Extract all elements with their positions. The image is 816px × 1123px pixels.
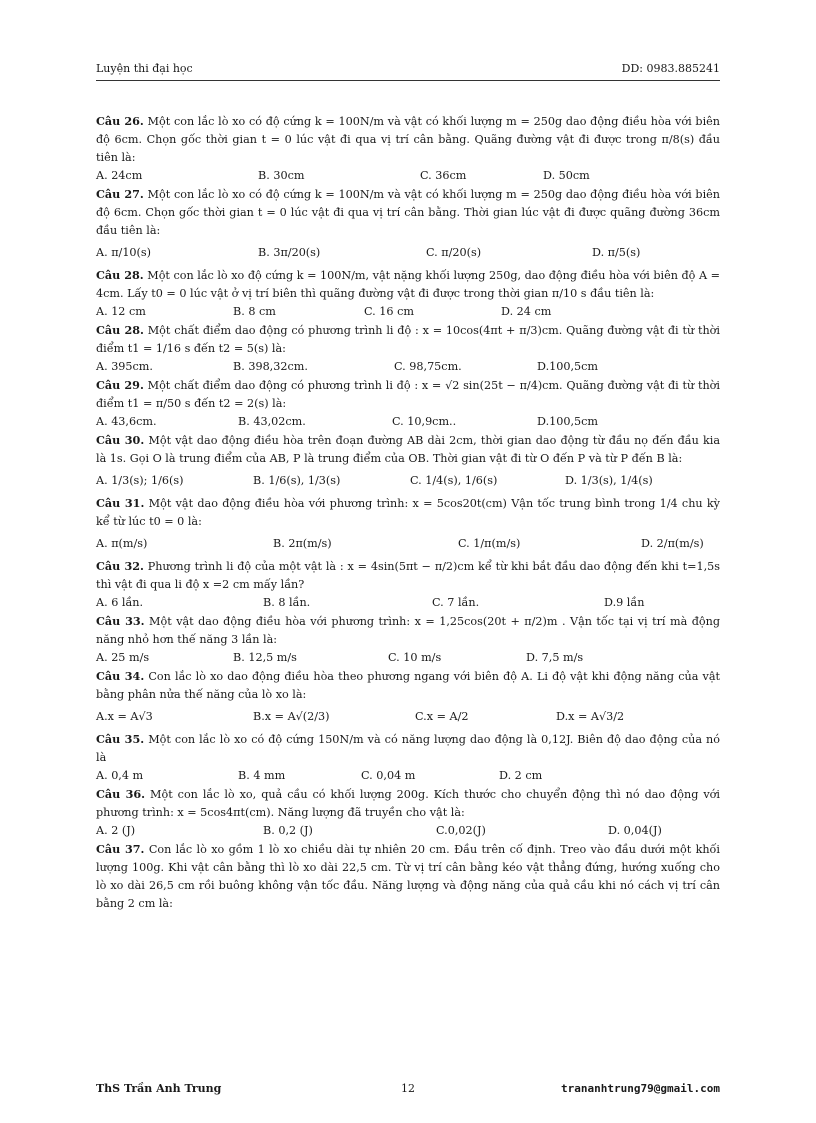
question-text — [96, 376, 720, 413]
answer-option: D. 7,5 m/s — [526, 651, 584, 664]
answer-option: C. 7 lần. — [432, 596, 480, 609]
question-label: Câu 28. — [96, 323, 144, 337]
question-text — [96, 494, 720, 531]
header-right: DD: 0983.885241 — [621, 62, 720, 75]
question-text — [96, 112, 720, 167]
question-text — [96, 557, 720, 594]
answer-option: C.0,02(J) — [436, 824, 486, 837]
answer-option: A. π/10(s) — [96, 246, 152, 259]
question-body: Một con lắc lò xo có độ cứng 150N/m và có năng lượng dao động là 0,12J. Biên độ dao động của nó là — [96, 733, 720, 764]
answer-option: D.100,5cm — [537, 360, 599, 373]
answer-row — [96, 649, 720, 667]
answer-row — [96, 240, 720, 266]
question-text — [96, 730, 720, 767]
answer-option: C. 0,04 m — [361, 769, 416, 782]
answer-row — [96, 822, 720, 840]
answer-option: D. π/5(s) — [592, 246, 641, 259]
answer-option: A. 0,4 m — [96, 769, 144, 782]
answer-option: C. 10 m/s — [388, 651, 442, 664]
answer-option: D. 2/π(m/s) — [641, 537, 704, 550]
question-label: Câu 26. — [96, 114, 144, 128]
question-body: Một vật dao động điều hòa với phương trình: x = 1,25cos(20t + π/2)m . Vận tốc tại vị trí mà động năng nhỏ hơn thế năng 3 lần là: — [96, 615, 720, 646]
question-body: Một vật dao động điều hòa trên đoạn đường AB dài 2cm, thời gian dao động từ đầu nọ đến đầu kia là 1s. Gọi O là trung điểm của AB, P là trung điểm của OB. Thời gian vật đi từ O đến P và từ P đến B là: — [96, 434, 720, 465]
answer-option: C. π/20(s) — [426, 246, 482, 259]
question-text — [96, 840, 720, 913]
question-text — [96, 667, 720, 704]
answer-option: C. 36cm — [420, 169, 467, 182]
answer-option: B. 43,02cm. — [238, 415, 306, 428]
question-label: Câu 37. — [96, 842, 145, 856]
answer-option: A. 24cm — [96, 169, 143, 182]
answer-option: B. 30cm — [258, 169, 305, 182]
question-label: Câu 33. — [96, 614, 145, 628]
header-left: Luyện thi đại học — [96, 62, 193, 75]
question-label: Câu 32. — [96, 559, 144, 573]
answer-option: C.x = A/2 — [415, 710, 469, 723]
answer-option: C. 1/π(m/s) — [458, 537, 521, 550]
question-body: Một con lắc lò xo độ cứng k = 100N/m, vật nặng khối lượng 250g, dao động điều hòa với biên độ A = 4cm. Lấy t0 = 0 lúc vật ở vị trí biên thì quãng đường vật đi được trong thời gian π/10 s đầu tiên là: — [96, 269, 720, 300]
answer-option: A. 6 lần. — [96, 596, 144, 609]
answer-option: D. 24 cm — [501, 305, 552, 318]
answer-option: C. 10,9cm.. — [392, 415, 457, 428]
question-body: Con lắc lò xo gồm 1 lò xo chiều dài tự nhiên 20 cm. Đầu trên cố định. Treo vào đầu dưới một khối lượng 100g. Khi vật cân bằng thì lò xo dài 22,5 cm. Từ vị trí cân bằng kéo vật thẳng đứng, hướng xuống cho lò xo dài 26,5 cm rồi buông không vận tốc đầu. Năng lượng và động năng của quả cầu khi nó cách vị trí cân bằng 2 cm là: — [96, 843, 720, 910]
answer-option: B. 8 cm — [233, 305, 276, 318]
answer-option: D.9 lần — [604, 596, 645, 609]
answer-row — [96, 167, 720, 185]
question-label: Câu 31. — [96, 496, 145, 510]
question-label: Câu 36. — [96, 787, 146, 801]
question-body: Một con lắc lò xo có độ cứng k = 100N/m và vật có khối lượng m = 250g dao động điều hòa với biên độ 6cm. Chọn gốc thời gian t = 0 lúc vật đi qua vị trí cân bằng. Thời gian lúc vật đi được quãng đường 36cm đầu tiên là: — [96, 188, 720, 237]
page-number: 12 — [401, 1082, 415, 1095]
answer-option: A. 25 m/s — [96, 651, 150, 664]
answer-option: B. 12,5 m/s — [233, 651, 297, 664]
footer-author: ThS Trần Anh Trung — [96, 1082, 222, 1095]
answer-row — [96, 594, 720, 612]
answer-option: C. 98,75cm. — [394, 360, 462, 373]
answer-option: D. 2 cm — [499, 769, 543, 782]
question-text — [96, 612, 720, 649]
answer-option: A. 395cm. — [96, 360, 153, 373]
answer-option: D. 50cm — [543, 169, 590, 182]
answer-option: D.x = A√3/2 — [556, 710, 625, 723]
question-body: Một con lắc lò xo có độ cứng k = 100N/m và vật có khối lượng m = 250g dao động điều hòa với biên độ 6cm. Chọn gốc thời gian t = 0 lúc vật đi qua vị trí cân bằng. Quãng đường vật đi được trong π/8(s) đầu tiên là: — [96, 115, 720, 164]
answer-option: D.100,5cm — [537, 415, 599, 428]
question-list — [96, 112, 720, 913]
answer-option: C. 16 cm — [364, 305, 414, 318]
answer-option: B. 4 mm — [238, 769, 286, 782]
answer-option: A. 43,6cm. — [96, 415, 157, 428]
question-body: Phương trình li độ của một vật là : x = 4sin(5πt − π/2)cm kể từ khi bắt đầu dao động đến khi t=1,5s thì vật đi qua li độ x =2 cm mấy lần? — [96, 560, 720, 591]
answer-row — [96, 358, 720, 376]
answer-option: A. 2 (J) — [96, 824, 136, 837]
answer-row — [96, 303, 720, 321]
question-text — [96, 185, 720, 240]
page-header — [96, 62, 720, 81]
answer-row — [96, 413, 720, 431]
answer-option: D. 0,04(J) — [608, 824, 662, 837]
answer-option: B. 8 lần. — [263, 596, 311, 609]
question-text — [96, 431, 720, 468]
question-label: Câu 28. — [96, 268, 144, 282]
answer-option: B. 3π/20(s) — [258, 246, 321, 259]
question-label: Câu 29. — [96, 378, 144, 392]
question-body: Một chất điểm dao động có phương trình li độ : x = 10cos(4πt + π/3)cm. Quãng đường vật đi từ thời điểm t1 = 1/16 s đến t2 = 5(s) là: — [96, 324, 720, 355]
question-text — [96, 266, 720, 303]
answer-option: D. 1/3(s), 1/4(s) — [565, 474, 653, 487]
answer-option: A. 1/3(s); 1/6(s) — [96, 474, 184, 487]
answer-option: A. π(m/s) — [96, 537, 148, 550]
answer-row — [96, 468, 720, 494]
question-label: Câu 34. — [96, 669, 145, 683]
answer-row — [96, 531, 720, 557]
question-label: Câu 27. — [96, 187, 144, 201]
answer-row — [96, 767, 720, 785]
answer-option: B. 398,32cm. — [233, 360, 308, 373]
question-body: Một chất điểm dao động có phương trình li độ : x = √2 sin(25t − π/4)cm. Quãng đường vật đi từ thời điểm t1 = π/50 s đến t2 = 2(s) là: — [96, 379, 720, 410]
question-body: Một con lắc lò xo, quả cầu có khối lượng 200g. Kích thước cho chuyển động thì nó dao động với phương trình: x = 5cos4πt(cm). Năng lượng đã truyền cho vật là: — [96, 788, 720, 819]
question-body: Con lắc lò xo dao động điều hòa theo phương ngang với biên độ A. Li độ vật khi động năng của vật bằng phân nửa thế năng của lò xo là: — [96, 670, 720, 701]
page-footer — [96, 1082, 720, 1098]
question-label: Câu 35. — [96, 732, 145, 746]
answer-option: B.x = A√(2/3) — [253, 710, 330, 723]
question-label: Câu 30. — [96, 433, 145, 447]
answer-option: B. 1/6(s), 1/3(s) — [253, 474, 341, 487]
answer-option: B. 0,2 (J) — [263, 824, 313, 837]
footer-email: trananhtrung79@gmail.com — [561, 1082, 720, 1095]
question-body: Một vật dao động điều hòa với phương trình: x = 5cos20t(cm) Vận tốc trung bình trong 1/4 chu kỳ kể từ lúc t0 = 0 là: — [96, 497, 720, 528]
question-text — [96, 785, 720, 822]
question-text — [96, 321, 720, 358]
answer-option: B. 2π(m/s) — [273, 537, 332, 550]
answer-option: A. 12 cm — [96, 305, 146, 318]
answer-option: C. 1/4(s), 1/6(s) — [410, 474, 498, 487]
answer-option: A.x = A√3 — [96, 710, 153, 723]
answer-row — [96, 704, 720, 730]
